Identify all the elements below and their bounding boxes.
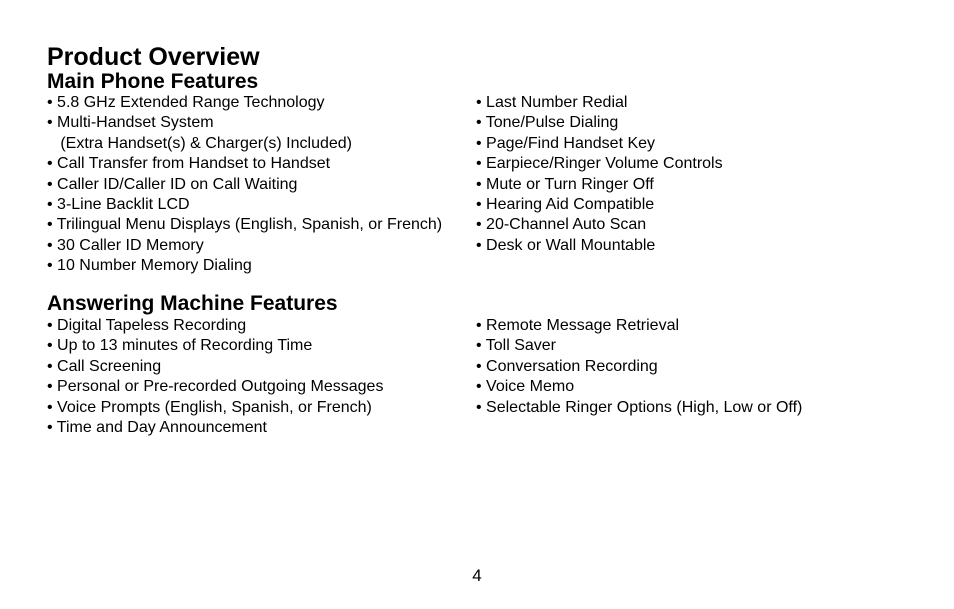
list-item: • Last Number Redial: [476, 94, 628, 111]
answering-machine-features-right-list: [476, 316, 802, 418]
page-number: 4: [472, 566, 482, 585]
answering-machine-features-left-list: [47, 316, 383, 438]
main-phone-features-heading: Main Phone Features: [47, 70, 259, 93]
list-item: (Extra Handset(s) & Charger(s) Included): [47, 134, 352, 152]
list-item: • Call Transfer from Handset to Handset: [47, 155, 331, 173]
list-item: • Hearing Aid Compatible: [476, 196, 655, 214]
list-item: • Selectable Ringer Options (High, Low or Off): [476, 398, 803, 416]
list-item: • Personal or Pre-recorded Outgoing Messages: [47, 378, 384, 396]
list-item: • Voice Prompts (English, Spanish, or French): [47, 398, 372, 416]
list-item: • 3-Line Backlit LCD: [47, 196, 190, 214]
list-item: • Up to 13 minutes of Recording Time: [47, 337, 313, 355]
list-item: • Desk or Wall Mountable: [476, 236, 656, 254]
list-item: • Remote Message Retrieval: [476, 317, 680, 334]
list-item: • 20-Channel Auto Scan: [476, 216, 647, 234]
list-item: • 5.8 GHz Extended Range Technology: [47, 94, 325, 111]
list-item: • Tone/Pulse Dialing: [476, 114, 619, 132]
list-item: • Trilingual Menu Displays (English, Spanish, or French): [47, 216, 443, 234]
list-item: • Earpiece/Ringer Volume Controls: [476, 155, 723, 173]
list-item: • Caller ID/Caller ID on Call Waiting: [47, 175, 298, 193]
list-item: • Multi-Handset System: [47, 114, 214, 132]
list-item: • Time and Day Announcement: [47, 419, 267, 437]
main-phone-features-left-list: [47, 93, 442, 277]
list-item: • Digital Tapeless Recording: [47, 317, 247, 334]
list-item: • Mute or Turn Ringer Off: [476, 175, 654, 193]
list-item: • Page/Find Handset Key: [476, 134, 656, 152]
list-item: • 10 Number Memory Dialing: [47, 257, 252, 275]
main-phone-features-right-list: [476, 93, 723, 256]
list-item: • 30 Caller ID Memory: [47, 236, 204, 254]
list-item: • Toll Saver: [476, 337, 557, 355]
answering-machine-features-heading: Answering Machine Features: [47, 292, 338, 315]
list-item: • Voice Memo: [476, 378, 575, 396]
list-item: • Call Screening: [47, 357, 162, 375]
list-item: • Conversation Recording: [476, 357, 658, 375]
page-title: Product Overview: [47, 43, 260, 71]
